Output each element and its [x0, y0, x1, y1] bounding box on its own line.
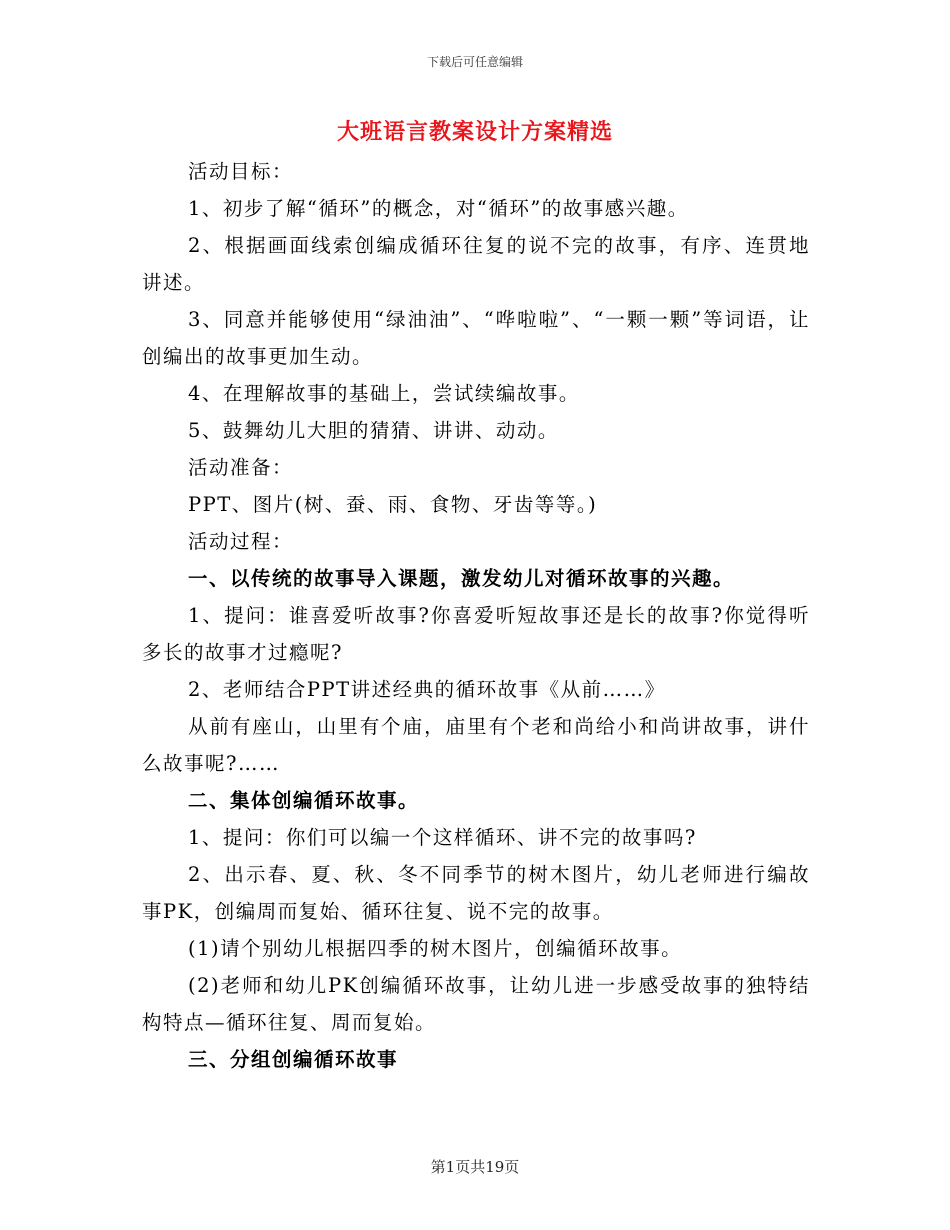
paragraph: 2、出示春、夏、秋、冬不同季节的树木图片，幼儿老师进行编故事PK，创编周而复始、循环往复、说不完的故事。 [142, 863, 810, 923]
page-footer: 第1页共19页 [430, 1158, 520, 1176]
page-header: 下载后可任意编辑 [426, 55, 523, 69]
paragraph: 2、老师结合PPT讲述经典的循环故事《从前……》 [188, 678, 666, 701]
paragraph: (1)请个别幼儿根据四季的树木图片，创编循环故事。 [188, 937, 683, 960]
paragraph: 3、同意并能够使用“绿油油”、“哗啦啦”、“一颗一颗”等词语，让创编出的故事更加生动。 [142, 308, 810, 368]
paragraph: 1、提问：谁喜爱听故事?你喜爱听短故事还是长的故事?你觉得听多长的故事才过瘾呢? [142, 604, 810, 664]
paragraph: 5、鼓舞幼儿大胆的猜猜、讲讲、动动。 [188, 419, 559, 442]
paragraph: 1、提问：你们可以编一个这样循环、讲不完的故事吗? [188, 826, 697, 849]
section-heading: 二、集体创编循环故事。 [188, 789, 420, 812]
paragraph: 从前有座山，山里有个庙，庙里有个老和尚给小和尚讲故事，讲什么故事呢?…… [142, 715, 810, 775]
paragraph: 1、初步了解“循环”的概念，对“循环”的故事感兴趣。 [188, 197, 689, 220]
paragraph: 2、根据画面线索创编成循环往复的说不完的故事，有序、连贯地讲述。 [142, 234, 810, 294]
paragraph: 活动过程： [188, 530, 294, 553]
paragraph: (2)老师和幼儿PK创编循环故事，让幼儿进一步感受故事的独特结构特点—循环往复、周而复始。 [142, 974, 810, 1034]
paragraph: 活动准备： [188, 456, 294, 479]
document-title: 大班语言教案设计方案精选 [336, 119, 613, 145]
section-heading: 一、以传统的故事导入课题，激发幼儿对循环故事的兴趣。 [188, 567, 735, 590]
document-body [142, 153, 810, 1078]
section-heading: 三、分组创编循环故事 [188, 1048, 399, 1071]
paragraph: 活动目标： [188, 160, 294, 183]
paragraph: 4、在理解故事的基础上，尝试续编故事。 [188, 382, 580, 405]
paragraph: PPT、图片(树、蚕、雨、食物、牙齿等等。) [188, 493, 598, 516]
